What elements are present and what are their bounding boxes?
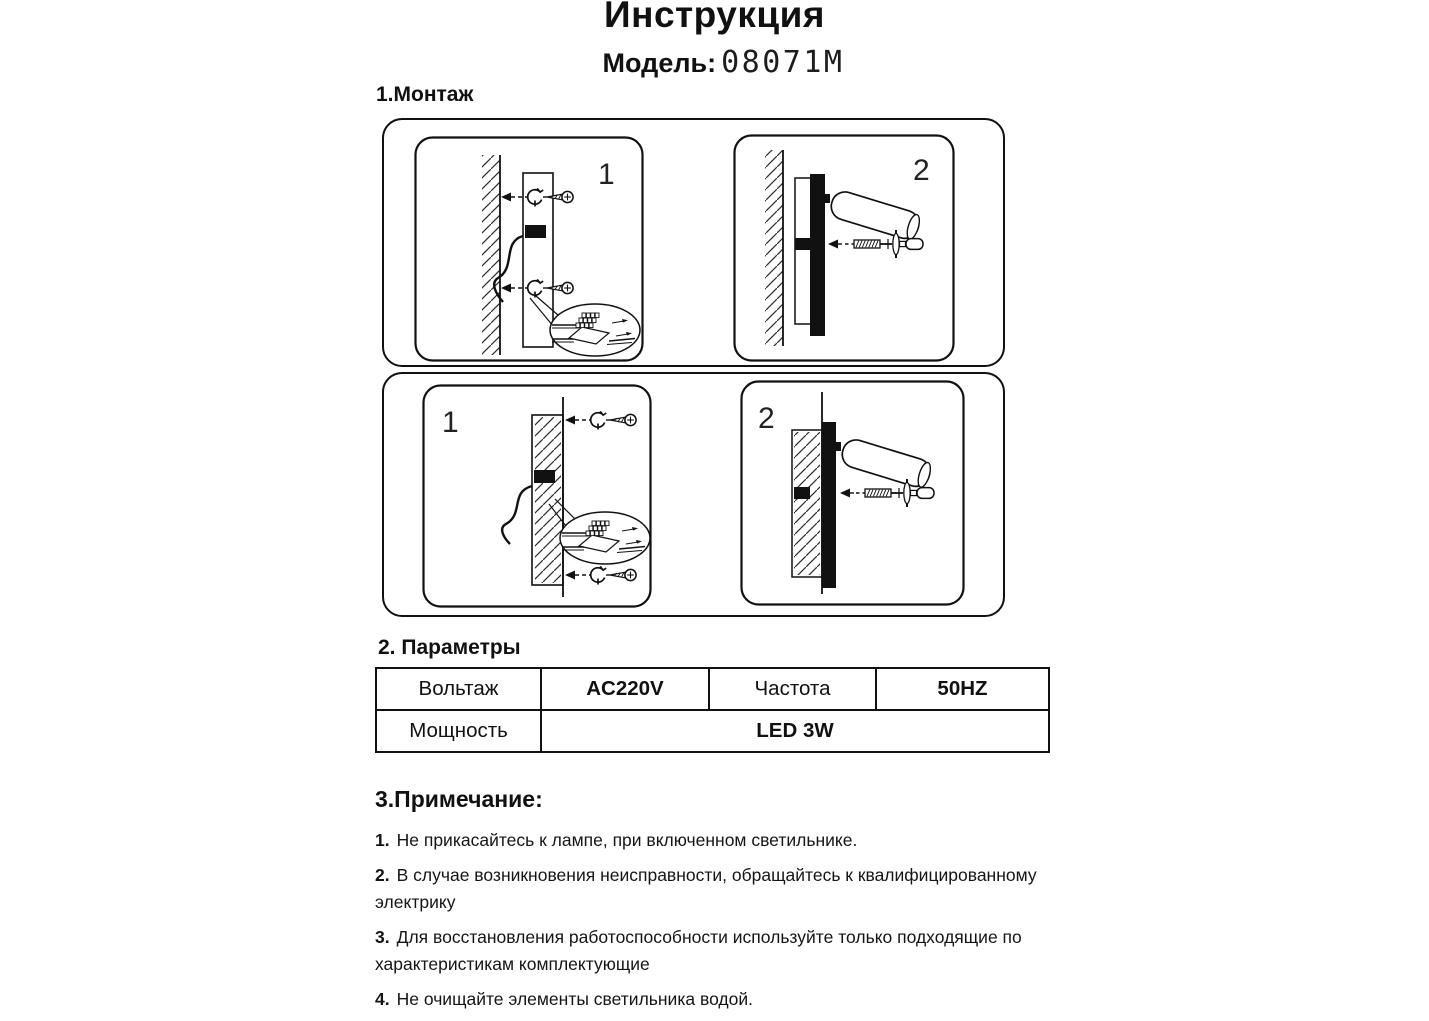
frequency-label: Частота — [709, 668, 876, 710]
model-number: 08071M — [721, 45, 845, 80]
step-number: 2 — [913, 154, 930, 187]
note-text: Для восстановления работоспособности используйте только подходящие по характеристикам комплектующие — [375, 927, 1022, 974]
note-item — [375, 827, 1059, 854]
power-value: LED 3W — [541, 710, 1049, 752]
section-notes-heading: 3.Примечание: — [375, 786, 543, 812]
table-row — [376, 668, 1049, 710]
terminal-clip — [534, 470, 555, 483]
wall-hatching — [535, 417, 561, 583]
note-text: В случае возникновения неисправности, обращайтесь к квалифицированному электрику — [375, 865, 1037, 912]
wall-hatching — [482, 155, 500, 355]
notes-list — [375, 827, 1059, 1021]
terminal-clip — [795, 238, 810, 250]
voltage-value: AC220V — [541, 668, 709, 710]
power-label: Мощность — [376, 710, 541, 752]
diagram-bottom-step1-mount-plate — [422, 384, 652, 608]
fixture-base — [810, 174, 825, 336]
note-text: Не очищайте элементы светильника водой. — [396, 989, 754, 1009]
wall-hatching — [765, 150, 783, 346]
diagram-top-step1-mount-plate — [414, 136, 644, 362]
terminal-block-magnifier — [550, 304, 640, 356]
lamp-joint — [836, 442, 841, 451]
note-number: 4. — [375, 989, 390, 1009]
step-number: 2 — [758, 402, 775, 435]
note-item — [375, 924, 1059, 978]
terminal-block-magnifier — [560, 512, 650, 564]
fixture-base — [822, 422, 836, 588]
lamp-joint — [825, 194, 830, 203]
note-number: 1. — [375, 830, 390, 850]
terminal-clip — [525, 225, 546, 238]
diagram-bottom-step2-fixture — [740, 380, 965, 606]
table-row — [376, 710, 1049, 752]
model-line — [0, 45, 1429, 80]
wall-hatching — [794, 432, 820, 575]
page-title: Инструкция — [604, 0, 825, 35]
parameters-table — [375, 667, 1050, 753]
note-number: 3. — [375, 927, 390, 947]
voltage-label: Вольтаж — [376, 668, 541, 710]
model-label: Модель: — [602, 48, 717, 78]
section-parameters-heading: 2. Параметры — [378, 636, 521, 659]
frequency-value: 50HZ — [876, 668, 1049, 710]
section-montage-heading: 1.Монтаж — [376, 83, 474, 106]
step-number: 1 — [442, 406, 459, 439]
step-number: 1 — [598, 158, 615, 191]
note-number: 2. — [375, 865, 390, 885]
note-item — [375, 862, 1059, 916]
diagram-top-step2-fixture — [733, 134, 955, 362]
note-text: Не прикасайтесь к лампе, при включенном светильнике. — [396, 830, 858, 850]
terminal-clip — [794, 487, 810, 499]
